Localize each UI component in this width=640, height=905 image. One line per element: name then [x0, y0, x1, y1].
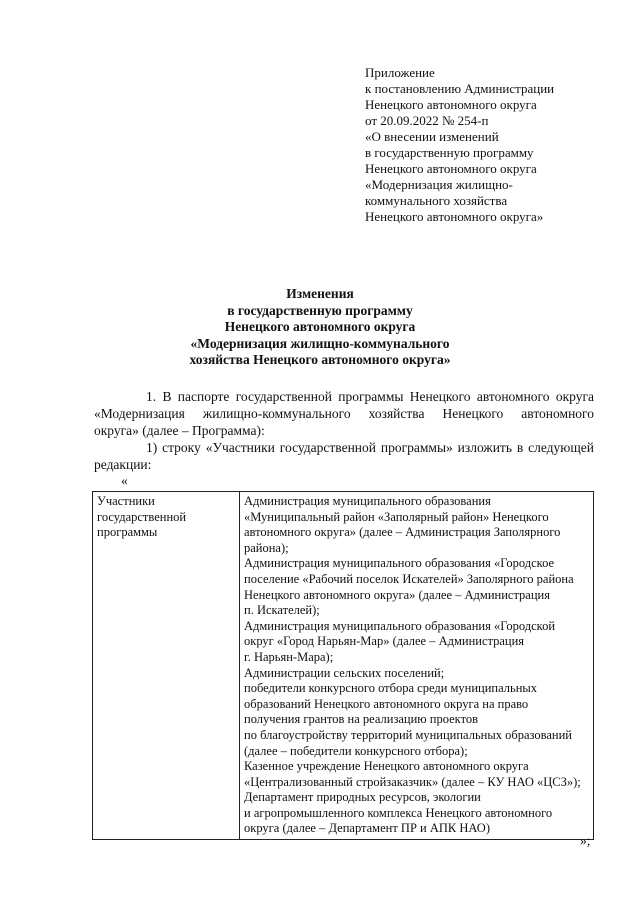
paragraph-line: «Модернизация жилищно-коммунального хозяйства Ненецкого автономного	[94, 406, 594, 421]
content-line: получения грантов на реализацию проектов	[244, 712, 479, 727]
content-line: и агропромышленного комплекса Ненецкого автономного	[244, 805, 553, 820]
content-line: (далее – победители конкурсного отбора);	[244, 743, 468, 758]
content-line: г. Нарьян-Мара);	[244, 649, 334, 664]
content-line: Казенное учреждение Ненецкого автономного округа	[244, 759, 529, 774]
appendix-line: коммунального хозяйства	[365, 193, 508, 208]
content-line: п. Искателей);	[244, 603, 320, 618]
title-line: хозяйства Ненецкого автономного округа»	[189, 352, 451, 367]
document-title	[0, 286, 640, 369]
content-line: Администрации сельских поселений;	[244, 665, 445, 680]
content-line: по благоустройству территорий муниципальных образований	[244, 727, 572, 742]
content-line: «Централизованный стройзаказчик» (далее – КУ НАО «ЦСЗ»);	[244, 774, 581, 789]
content-line: округа (далее – Департамент ПР и АПК НАО)	[244, 821, 490, 836]
title-line: Ненецкого автономного округа	[224, 319, 416, 334]
paragraph-line: редакции:	[94, 457, 152, 472]
content-line: Департамент природных ресурсов, экологии	[244, 790, 481, 805]
content-line: Ненецкого автономного округа» (далее – Администрация	[244, 587, 550, 602]
appendix-line: Приложение	[365, 65, 435, 80]
paragraph-line: округа» (далее – Программа):	[94, 423, 265, 438]
content-line: района);	[244, 540, 289, 555]
appendix-line: Ненецкого автономного округа»	[365, 209, 544, 224]
content-line: Администрация муниципального образования «Городское	[244, 556, 555, 571]
paragraph-line: 1. В паспорте государственной программы Ненецкого автономного округа	[146, 389, 594, 404]
content-line: автономного округа» (далее – Администрация Заполярного	[244, 525, 561, 540]
appendix-line: «Модернизация жилищно-	[365, 177, 513, 192]
appendix-line: к постановлению Администрации	[365, 81, 555, 96]
content-line: победители конкурсного отбора среди муниципальных	[244, 681, 538, 696]
appendix-line: Ненецкого автономного округа	[365, 161, 537, 176]
content-line: образований Ненецкого автономного округа на право	[244, 696, 529, 711]
label-line: государственной	[97, 509, 187, 524]
appendix-line: от 20.09.2022 № 254-п	[365, 113, 489, 128]
appendix-line: Ненецкого автономного округа	[365, 97, 537, 112]
appendix-block	[365, 65, 625, 225]
table-row	[93, 492, 594, 840]
title-line: Изменения	[286, 286, 354, 301]
appendix-line: в государственную программу	[365, 145, 534, 160]
participants-table	[92, 491, 594, 840]
appendix-line: «О внесении изменений	[365, 129, 499, 144]
paragraph-line: 1) строку «Участники государственной программы» изложить в следующей	[146, 440, 594, 455]
title-line: «Модернизация жилищно-коммунального	[190, 335, 450, 351]
paragraph-2	[94, 439, 594, 473]
content-line: Администрация муниципального образования «Городской	[244, 618, 556, 633]
content-line: «Муниципальный район «Заполярный район» Ненецкого	[244, 509, 549, 524]
content-line: округ «Город Нарьян-Мар» (далее – Администрация	[244, 634, 525, 649]
closing-quote: »;	[580, 833, 591, 848]
label-line: программы	[97, 525, 158, 540]
title-line: в государственную программу	[227, 302, 413, 318]
table-label-cell	[93, 492, 240, 840]
opening-quote: «	[121, 473, 128, 488]
label-line: Участники	[97, 494, 155, 508]
paragraph-1	[94, 388, 594, 439]
table-content-cell	[240, 492, 594, 840]
content-line: поселение «Рабочий поселок Искателей» Заполярного района	[244, 571, 574, 586]
content-line: Администрация муниципального образования	[244, 494, 491, 508]
